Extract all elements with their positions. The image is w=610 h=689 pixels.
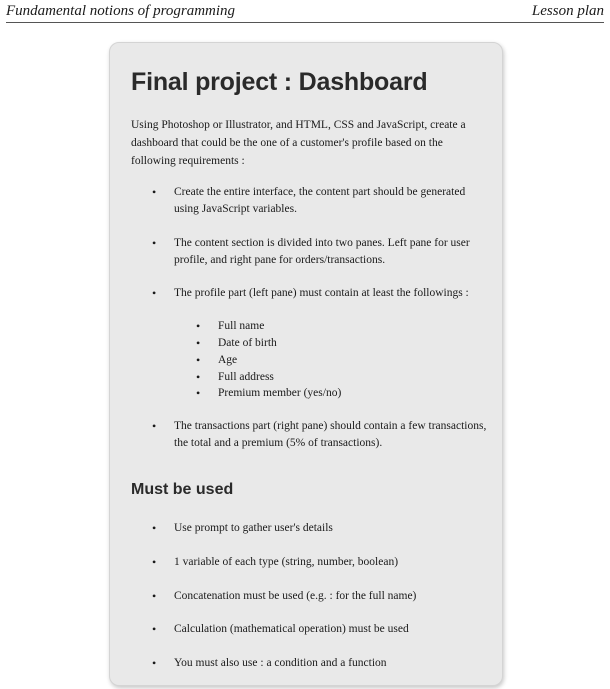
project-card: [109, 42, 503, 686]
page-header: [6, 0, 604, 23]
project-intro: Using Photoshop or Illustrator, and HTML, CSS and JavaScript, create a dashboard that could be the one of a customer's profile based on the following requirements :: [131, 119, 466, 167]
must-item: • 1 variable of each type (string, number, boolean): [174, 554, 490, 571]
profile-field-item: • Premium member (yes/no): [218, 385, 478, 402]
course-title: Fundamental notions of programming: [6, 2, 236, 19]
profile-field-item: • Full address: [218, 369, 478, 386]
must-item: • Use prompt to gather user's details: [174, 520, 490, 537]
document-type: Lesson plan: [531, 2, 604, 19]
must-item: • Calculation (mathematical operation) must be used: [174, 621, 490, 638]
must-be-used-heading: Must be used: [131, 481, 234, 498]
must-item: • You must also use : a condition and a function: [174, 655, 490, 672]
must-item: • Concatenation must be used (e.g. : for the full name): [174, 588, 490, 605]
requirement-item: • Create the entire interface, the content part should be generated using JavaScript variables.: [174, 184, 490, 218]
profile-field-item: • Age: [218, 352, 478, 369]
profile-field-item: • Date of birth: [218, 335, 478, 352]
requirement-item: • The profile part (left pane) must contain at least the followings :: [174, 285, 490, 302]
requirement-item: • The content section is divided into two panes. Left pane for user profile, and right pane for orders/transactions.: [174, 235, 490, 269]
project-title: Final project : Dashboard: [131, 68, 428, 96]
profile-field-item: • Full name: [218, 318, 478, 335]
requirement-item: • The transactions part (right pane) should contain a few transactions, the total and a premium (5% of transactions).: [174, 418, 490, 452]
